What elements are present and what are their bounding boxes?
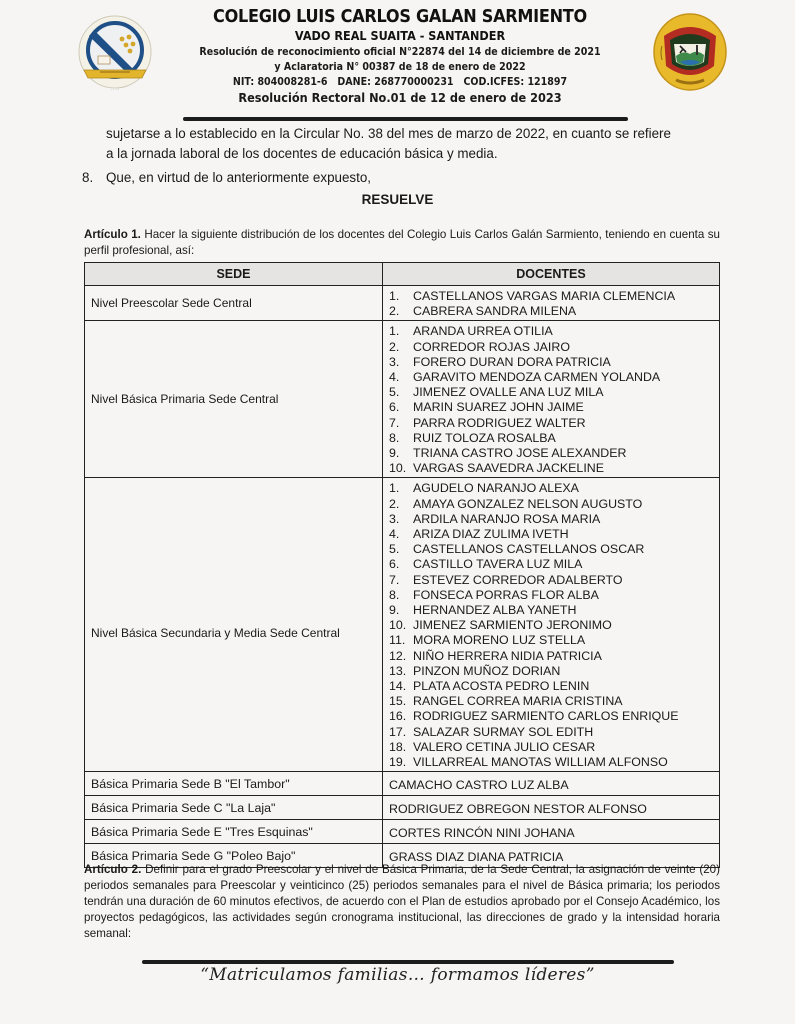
articulo-2-text: Definir para el grado Preescolar y el nivel de Básica Primaria, de la Sede Central, la asignación de veinte (20) periodos semanales para Preescolar y veinticinco (25) periodos semanales para el nivel de Básica primaria; los periodos tendrán una duración de 60 minutos efectivos, de acuerdo con el Plan de estudios aprobado por el Consejo Académico, los proyectos pedagógicos, las actividades según cronograma institucional, las direcciones de grado y la intensidad horaria semanal: xyxy=(84,863,720,940)
docente-name: TRIANA CASTRO JOSE ALEXANDER xyxy=(413,446,627,461)
docente-list-item xyxy=(389,461,713,476)
continuation-line-1: sujetarse a lo establecido en la Circular No. 38 del mes de marzo de 2022, en cuanto se refiere xyxy=(106,126,671,141)
recognition-line-1: Resolución de reconocimiento oficial N°22874 del 14 de diciembre de 2021 xyxy=(199,45,601,58)
sede-cell: Básica Primaria Sede B "El Tambor" xyxy=(85,772,383,796)
school-motto: “Matriculamos familias… formamos líderes” xyxy=(200,965,595,985)
docente-name: HERNANDEZ ALBA YANETH xyxy=(413,603,577,618)
header-docentes: DOCENTES xyxy=(383,263,720,286)
docente-number: 9. xyxy=(389,603,400,618)
docente-name: FONSECA PORRAS FLOR ALBA xyxy=(413,587,599,602)
docente-number: 7. xyxy=(389,572,400,587)
docente-list-item xyxy=(389,355,713,370)
docentes-cell: GRASS DIAZ DIANA PATRICIA xyxy=(383,844,720,868)
docente-name: JIMENEZ OVALLE ANA LUZ MILA xyxy=(413,385,604,400)
docente-number: 9. xyxy=(389,446,400,461)
docente-list-item xyxy=(389,400,713,415)
docente-number: 7. xyxy=(389,415,400,430)
docente-list-item xyxy=(389,304,713,319)
docentes-list xyxy=(389,289,713,319)
table-row xyxy=(85,796,720,820)
docente-list-item xyxy=(389,664,713,679)
docentes-cell: RODRIGUEZ OBREGON NESTOR ALFONSO xyxy=(383,796,720,820)
docente-list-item xyxy=(389,755,713,770)
docente-name: AGUDELO NARANJO ALEXA xyxy=(413,481,579,496)
docente-number: 4. xyxy=(389,370,400,385)
articulo-1-text: Hacer la siguiente distribución de los docentes del Colegio Luis Carlos Galán Sarmiento, teniendo en cuenta su perfil profesional, así: xyxy=(84,228,720,257)
continuation-line-2: a la jornada laboral de los docentes de educación básica y media. xyxy=(106,146,498,161)
header-divider xyxy=(183,117,628,121)
docente-name: PARRA RODRIGUEZ WALTER xyxy=(413,415,586,430)
docente-name: PLATA ACOSTA PEDRO LENIN xyxy=(413,679,590,694)
docente-name: VALERO CETINA JULIO CESAR xyxy=(413,739,596,754)
docente-list-item xyxy=(389,340,713,355)
docente-name: VARGAS SAAVEDRA JACKELINE xyxy=(413,461,604,476)
docente-name: MORA MORENO LUZ STELLA xyxy=(413,633,586,648)
docente-list-item xyxy=(389,679,713,694)
department-seal-icon xyxy=(650,10,730,94)
docente-number: 19. xyxy=(389,755,407,770)
docente-number: 10. xyxy=(389,461,407,476)
docente-name: RUIZ TOLOZA ROSALBA xyxy=(413,430,556,445)
docente-name: FORERO DURAN DORA PATRICIA xyxy=(413,354,611,369)
docente-list-item xyxy=(389,694,713,709)
docente-list-item xyxy=(389,649,713,664)
docente-number: 3. xyxy=(389,354,400,369)
table-row xyxy=(85,321,720,478)
docente-name: CASTILLO TAVERA LUZ MILA xyxy=(413,557,583,572)
docente-list-item xyxy=(389,289,713,304)
docente-list-item xyxy=(389,385,713,400)
table-header-row xyxy=(85,263,720,286)
letterhead-text xyxy=(160,6,640,106)
docente-name: NIÑO HERRERA NIDIA PATRICIA xyxy=(413,648,602,663)
docente-list-item xyxy=(389,588,713,603)
docente-number: 16. xyxy=(389,709,407,724)
docente-number: 5. xyxy=(389,542,400,557)
docente-name: GARAVITO MENDOZA CARMEN YOLANDA xyxy=(413,370,661,385)
docente-list-item xyxy=(389,557,713,572)
docente-number: 8. xyxy=(389,587,400,602)
docentes-cell: CORTES RINCÓN NINI JOHANA xyxy=(383,820,720,844)
docente-name: ARDILA NARANJO ROSA MARIA xyxy=(413,511,601,526)
docente-name: PINZON MUÑOZ DORIAN xyxy=(413,663,561,678)
footer-divider xyxy=(142,960,674,964)
table-row xyxy=(85,772,720,796)
docentes-cell xyxy=(383,321,720,478)
docente-number: 1. xyxy=(389,324,400,339)
considerando-continuation xyxy=(82,124,746,164)
docente-list-item xyxy=(389,370,713,385)
sede-cell: Básica Primaria Sede G "Poleo Bajo" xyxy=(85,844,383,868)
docentes-cell xyxy=(383,286,720,321)
docente-name: CORREDOR ROJAS JAIRO xyxy=(413,339,570,354)
docente-name: ARIZA DIAZ ZULIMA IVETH xyxy=(413,527,569,542)
school-crest-logo-icon xyxy=(72,12,158,98)
resolution-title: Resolución Rectoral No.01 de 12 de enero de 2023 xyxy=(238,90,562,105)
school-name: COLEGIO LUIS CARLOS GALAN SARMIENTO xyxy=(213,7,587,27)
resuelve-heading: RESUELVE xyxy=(361,192,434,207)
docente-name: VILLARREAL MANOTAS WILLIAM ALFONSO xyxy=(413,755,668,770)
table-row xyxy=(85,820,720,844)
docente-list-item xyxy=(389,618,713,633)
docente-number: 11. xyxy=(389,633,406,648)
docente-number: 13. xyxy=(389,663,407,678)
table-row xyxy=(85,286,720,321)
docente-list-item xyxy=(389,497,713,512)
docentes-list xyxy=(389,481,713,770)
sede-cell: Nivel Básica Primaria Sede Central xyxy=(85,321,383,478)
docente-list-item xyxy=(389,481,713,496)
docente-list-item xyxy=(389,542,713,557)
docente-list-item xyxy=(389,603,713,618)
docentes-cell xyxy=(383,478,720,772)
docente-name: RANGEL CORREA MARIA CRISTINA xyxy=(413,694,623,709)
docente-number: 8. xyxy=(389,430,400,445)
sede-cell: Básica Primaria Sede C "La Laja" xyxy=(85,796,383,820)
docente-number: 12. xyxy=(389,648,407,663)
docente-list-item xyxy=(389,527,713,542)
docente-list-item xyxy=(389,416,713,431)
docente-number: 18. xyxy=(389,739,407,754)
docente-number: 15. xyxy=(389,694,407,709)
docente-number: 1. xyxy=(389,289,400,303)
sede-cell: Básica Primaria Sede E "Tres Esquinas" xyxy=(85,820,383,844)
recognition-line-2: y Aclaratoria N° 00387 de 18 de enero de 2022 xyxy=(274,60,526,73)
docente-number: 10. xyxy=(389,618,407,633)
docente-name: CABRERA SANDRA MILENA xyxy=(413,304,577,319)
docente-number: 1. xyxy=(389,481,400,496)
docente-number: 2. xyxy=(389,496,400,511)
articulo-2-paragraph xyxy=(84,862,720,942)
docente-number: 17. xyxy=(389,724,407,739)
articulo-1-label: Artículo 1. xyxy=(84,228,141,241)
svg-text:· · · ·: · · · · xyxy=(110,87,120,92)
docente-list-item xyxy=(389,446,713,461)
item-8-text: Que, en virtud de lo anteriormente expuesto, xyxy=(106,170,371,185)
table-row xyxy=(85,478,720,772)
docente-number: 4. xyxy=(389,527,400,542)
docente-list-item xyxy=(389,573,713,588)
docente-number: 2. xyxy=(389,304,400,319)
docente-list-item xyxy=(389,431,713,446)
docente-name: JIMENEZ SARMIENTO JERONIMO xyxy=(413,618,612,633)
letterhead xyxy=(0,0,795,120)
docente-name: CASTELLANOS VARGAS MARIA CLEMENCIA xyxy=(413,289,676,303)
docente-name: SALAZAR SURMAY SOL EDITH xyxy=(413,724,594,739)
docente-list-item xyxy=(389,725,713,740)
docente-list-item xyxy=(389,633,713,648)
docente-name: ARANDA URREA OTILIA xyxy=(413,324,553,339)
sede-cell: Nivel Preescolar Sede Central xyxy=(85,286,383,321)
docente-name: MARIN SUAREZ JOHN JAIME xyxy=(413,400,584,415)
docente-name: AMAYA GONZALEZ NELSON AUGUSTO xyxy=(413,496,643,511)
docente-name: ESTEVEZ CORREDOR ADALBERTO xyxy=(413,572,623,587)
articulo-1-paragraph xyxy=(84,227,720,259)
articulo-2-label: Artículo 2. xyxy=(84,863,142,876)
docentes-cell: CAMACHO CASTRO LUZ ALBA xyxy=(383,772,720,796)
considerando-item-8 xyxy=(82,168,722,188)
docente-number: 6. xyxy=(389,557,400,572)
docente-number: 3. xyxy=(389,511,400,526)
docente-list-item xyxy=(389,512,713,527)
docente-number: 14. xyxy=(389,679,407,694)
docente-list-item xyxy=(389,324,713,339)
docente-number: 2. xyxy=(389,339,400,354)
school-ids: NIT: 804008281-6 DANE: 268770000231 COD.ICFES: 121897 xyxy=(232,75,568,88)
docente-number: 6. xyxy=(389,400,400,415)
docente-number: 5. xyxy=(389,385,400,400)
header-sede: SEDE xyxy=(85,263,383,286)
docentes-list xyxy=(389,324,713,476)
school-location: VADO REAL SUAITA - SANTANDER xyxy=(294,28,506,43)
docente-list-item xyxy=(389,709,713,724)
docentes-distribution-table xyxy=(84,262,720,868)
item-8-number: 8. xyxy=(82,170,94,185)
docente-list-item xyxy=(389,740,713,755)
docente-name: RODRIGUEZ SARMIENTO CARLOS ENRIQUE xyxy=(413,709,679,724)
sede-cell: Nivel Básica Secundaria y Media Sede Central xyxy=(85,478,383,772)
docente-name: CASTELLANOS CASTELLANOS OSCAR xyxy=(413,542,645,557)
